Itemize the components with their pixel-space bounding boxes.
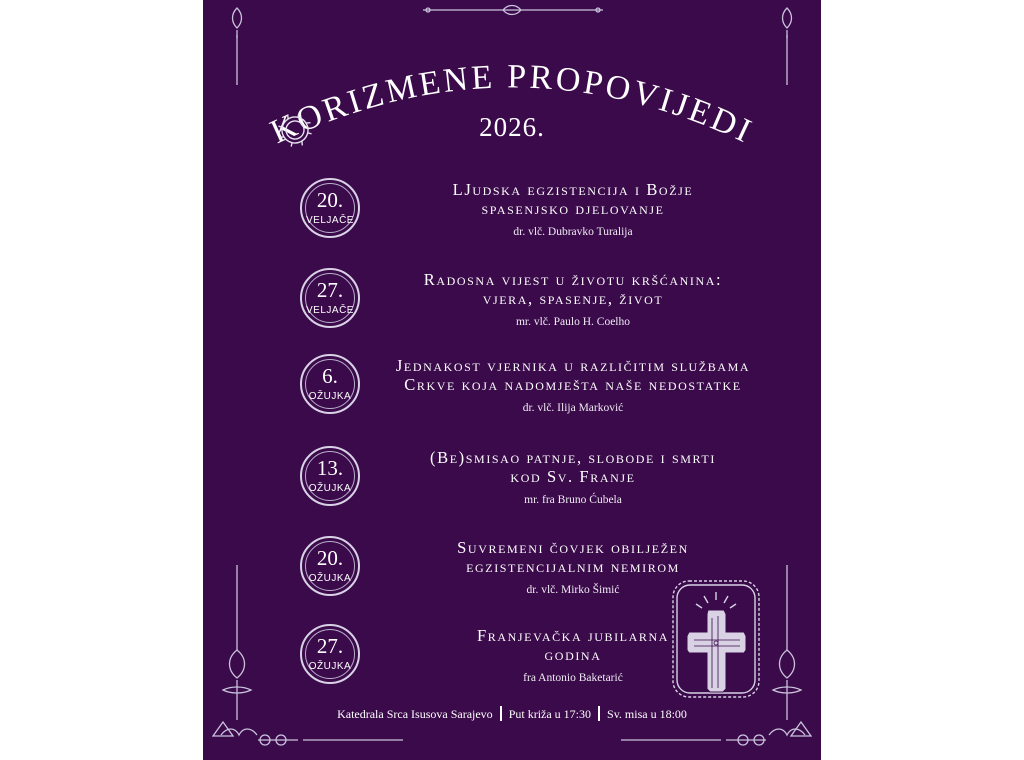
date-badge bbox=[300, 624, 360, 684]
date-month: VELJAČE bbox=[306, 215, 354, 226]
sermon-speaker: dr. vlč. Ilija Marković bbox=[522, 402, 624, 414]
date-day: 20. bbox=[316, 546, 344, 570]
sermon-title-line: spasenjsko djelovanje bbox=[481, 199, 665, 218]
date-day: 27. bbox=[316, 278, 344, 302]
sermon-title bbox=[368, 356, 778, 394]
sermon-title-line: Jednakost vjernika u različitim službama bbox=[395, 356, 751, 375]
date-day: 27. bbox=[316, 634, 344, 658]
date-month: VELJAČE bbox=[306, 305, 354, 316]
date-badge bbox=[300, 354, 360, 414]
sermon-speaker: fra Antonio Baketarić bbox=[523, 672, 623, 684]
date-month: OŽUJKA bbox=[308, 573, 352, 584]
sermon-title-line: Suvremeni čovjek obilježen bbox=[457, 538, 689, 557]
event-info-footer bbox=[203, 706, 821, 722]
sermon-title bbox=[368, 538, 778, 576]
sermon-title bbox=[368, 448, 778, 486]
sermon-title-line: egzistencijalnim nemirom bbox=[466, 557, 680, 576]
footer-separator bbox=[598, 706, 600, 721]
lent-sermons-poster bbox=[203, 0, 821, 760]
mass-time: Sv. misa u 18:00 bbox=[607, 707, 687, 721]
venue-text: Katedrala Srca Isusova Sarajevo bbox=[337, 707, 493, 721]
date-badge bbox=[300, 268, 360, 328]
sermon-title-line: LJudska egzistencija i Božje bbox=[452, 180, 694, 199]
sermon-title bbox=[368, 270, 778, 308]
wooden-cross-icon bbox=[670, 578, 762, 700]
date-badge bbox=[300, 536, 360, 596]
poster-title bbox=[203, 30, 821, 170]
sermon-speaker: dr. vlč. Mirko Šimić bbox=[526, 584, 620, 596]
way-of-cross-time: Put križa u 17:30 bbox=[508, 707, 592, 721]
sermon-speaker: mr. vlč. Paulo H. Coelho bbox=[515, 316, 631, 328]
date-day: 20. bbox=[316, 188, 344, 212]
sermon-title-line: kod Sv. Franje bbox=[510, 467, 636, 486]
date-month: OŽUJKA bbox=[308, 483, 352, 494]
date-day: 13. bbox=[316, 456, 344, 480]
date-day: 6. bbox=[322, 364, 338, 388]
sermon-title-line: godina bbox=[544, 645, 602, 664]
footer-separator bbox=[500, 706, 502, 721]
sermon-title-line: Crkve koja nadomješta naše nedostatke bbox=[404, 375, 742, 394]
date-badge bbox=[300, 446, 360, 506]
date-month: OŽUJKA bbox=[308, 391, 352, 402]
sermon-title-line: Franjevačka jubilarna bbox=[476, 626, 670, 645]
sermon-title-line: Radosna vijest u životu kršćanina: bbox=[423, 270, 723, 289]
sermon-speaker: dr. vlč. Dubravko Turalija bbox=[513, 226, 633, 238]
year: 2026. bbox=[479, 112, 545, 142]
title-text: KORIZMENE PROPOVIJEDI bbox=[265, 58, 760, 152]
date-month: OŽUJKA bbox=[308, 661, 352, 672]
sermon-title-line: (Be)smisao patnje, slobode i smrti bbox=[430, 448, 716, 467]
sermon-title bbox=[368, 180, 778, 218]
sermon-speaker: mr. fra Bruno Ćubela bbox=[524, 494, 622, 506]
date-badge bbox=[300, 178, 360, 238]
sermon-title-line: vjera, spasenje, život bbox=[482, 289, 664, 308]
